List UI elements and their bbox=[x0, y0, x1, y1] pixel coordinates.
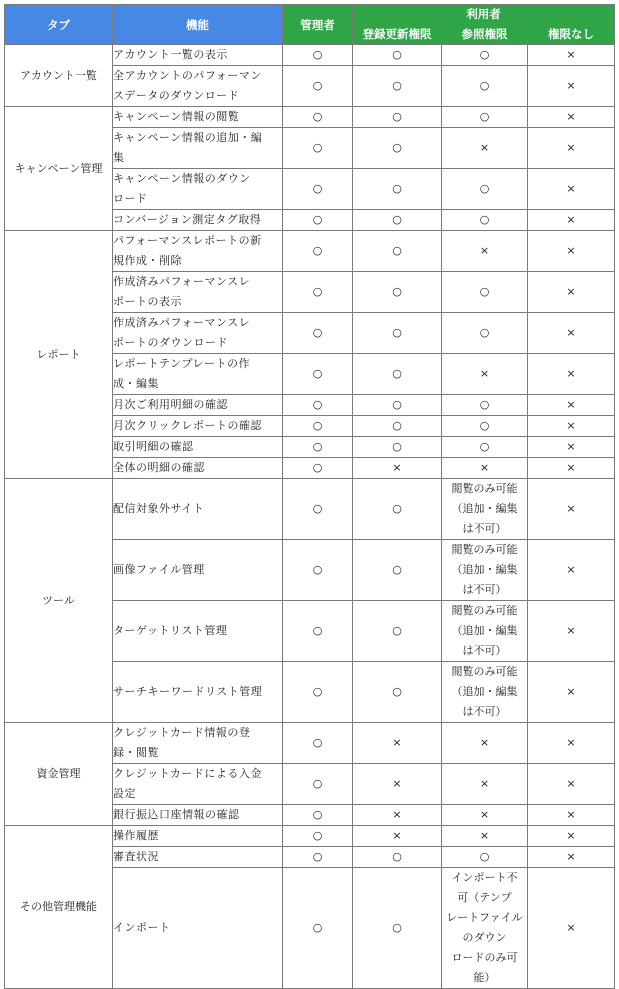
function-cell bbox=[113, 847, 283, 868]
cell-line: パフォーマンスレポートの新 bbox=[113, 234, 262, 247]
no-permission-cell: × bbox=[528, 231, 615, 272]
no-permission-cell: × bbox=[528, 662, 615, 723]
admin-permission-cell: ○ bbox=[283, 66, 353, 107]
cell-line: レポートテンプレートの作 bbox=[113, 357, 251, 370]
admin-permission-cell: ○ bbox=[283, 805, 353, 826]
view-permission-cell: ○ bbox=[442, 847, 528, 868]
cell-line: アカウント一覧の表示 bbox=[113, 48, 228, 61]
cell-line: は不可） bbox=[462, 705, 507, 718]
update-permission-cell: ○ bbox=[353, 416, 442, 437]
cell-line: 閲覧のみ可能 bbox=[451, 543, 518, 556]
view-permission-cell bbox=[442, 540, 528, 601]
table-row bbox=[5, 45, 615, 66]
cell-line: キャンペーン情報の閲覧 bbox=[113, 110, 240, 123]
function-cell bbox=[113, 231, 283, 272]
update-permission-cell: ○ bbox=[353, 313, 442, 354]
no-permission-cell: × bbox=[528, 128, 615, 169]
function-cell bbox=[113, 66, 283, 107]
no-permission-cell: × bbox=[528, 169, 615, 210]
cell-line: （追加・編集 bbox=[451, 624, 518, 637]
update-permission-cell: ○ bbox=[353, 231, 442, 272]
cell-line: インポート bbox=[113, 921, 171, 934]
cell-line: （追加・編集 bbox=[451, 685, 518, 698]
function-cell bbox=[113, 805, 283, 826]
no-permission-cell: × bbox=[528, 847, 615, 868]
view-permission-cell: ○ bbox=[442, 313, 528, 354]
function-cell bbox=[113, 540, 283, 601]
view-permission-cell: ○ bbox=[442, 210, 528, 231]
view-permission-cell: × bbox=[442, 826, 528, 847]
table-row bbox=[5, 107, 615, 128]
view-permission-cell: ○ bbox=[442, 45, 528, 66]
update-permission-cell: × bbox=[353, 723, 442, 764]
no-permission-cell: × bbox=[528, 868, 615, 989]
cell-line: 作成済みパフォーマンスレ bbox=[113, 316, 251, 329]
admin-permission-cell: ○ bbox=[283, 128, 353, 169]
function-cell bbox=[113, 313, 283, 354]
function-cell bbox=[113, 354, 283, 395]
admin-permission-cell: ○ bbox=[283, 107, 353, 128]
cell-line: 審査状況 bbox=[113, 850, 159, 863]
function-cell bbox=[113, 395, 283, 416]
no-permission-cell: × bbox=[528, 395, 615, 416]
admin-permission-cell: ○ bbox=[283, 395, 353, 416]
function-cell bbox=[113, 416, 283, 437]
cell-line: 能） bbox=[473, 971, 496, 984]
cell-line: 成・編集 bbox=[113, 377, 159, 390]
no-permission-cell: × bbox=[528, 458, 615, 479]
header-tab: タブ bbox=[5, 5, 113, 45]
update-permission-cell: ○ bbox=[353, 847, 442, 868]
no-permission-cell: × bbox=[528, 601, 615, 662]
update-permission-cell: ○ bbox=[353, 601, 442, 662]
cell-line: ターゲットリスト管理 bbox=[113, 624, 228, 637]
header-view: 参照権限 bbox=[442, 24, 528, 45]
tab-name-cell: ツール bbox=[5, 479, 113, 723]
update-permission-cell: ○ bbox=[353, 45, 442, 66]
header-admin: 管理者 bbox=[283, 5, 353, 45]
admin-permission-cell: ○ bbox=[283, 458, 353, 479]
admin-permission-cell: ○ bbox=[283, 601, 353, 662]
cell-line: 銀行振込口座情報の確認 bbox=[113, 808, 240, 821]
update-permission-cell: ○ bbox=[353, 107, 442, 128]
cell-line: 集 bbox=[113, 151, 125, 164]
function-cell bbox=[113, 479, 283, 540]
admin-permission-cell: ○ bbox=[283, 662, 353, 723]
permissions-body bbox=[5, 45, 615, 989]
table-row bbox=[5, 723, 615, 764]
admin-permission-cell: ○ bbox=[283, 354, 353, 395]
function-cell bbox=[113, 764, 283, 805]
no-permission-cell: × bbox=[528, 354, 615, 395]
cell-line: は不可） bbox=[462, 522, 507, 535]
admin-permission-cell: ○ bbox=[283, 169, 353, 210]
admin-permission-cell: ○ bbox=[283, 272, 353, 313]
cell-line: （追加・編集 bbox=[451, 502, 518, 515]
update-permission-cell: ○ bbox=[353, 868, 442, 989]
view-permission-cell bbox=[442, 479, 528, 540]
cell-line: 規作成・削除 bbox=[113, 254, 182, 267]
cell-line: ロードのみ可 bbox=[451, 951, 518, 964]
admin-permission-cell: ○ bbox=[283, 868, 353, 989]
view-permission-cell: ○ bbox=[442, 437, 528, 458]
cell-line: （追加・編集 bbox=[451, 563, 518, 576]
cell-line: 配信対象外サイト bbox=[113, 502, 205, 515]
function-cell bbox=[113, 723, 283, 764]
cell-line: 画像ファイル管理 bbox=[113, 563, 205, 576]
cell-line: ロード bbox=[113, 192, 148, 205]
function-cell bbox=[113, 868, 283, 989]
update-permission-cell: × bbox=[353, 826, 442, 847]
view-permission-cell: × bbox=[442, 354, 528, 395]
cell-line: 作成済みパフォーマンスレ bbox=[113, 275, 251, 288]
cell-line: 操作履歴 bbox=[113, 829, 159, 842]
table-row bbox=[5, 479, 615, 540]
no-permission-cell: × bbox=[528, 764, 615, 805]
cell-line: ポートのダウンロード bbox=[113, 336, 228, 349]
cell-line: 全アカウントのパフォーマン bbox=[113, 69, 262, 82]
function-cell bbox=[113, 437, 283, 458]
cell-line: 閲覧のみ可能 bbox=[451, 482, 518, 495]
view-permission-cell: × bbox=[442, 723, 528, 764]
view-permission-cell bbox=[442, 601, 528, 662]
view-permission-cell: ○ bbox=[442, 416, 528, 437]
no-permission-cell: × bbox=[528, 272, 615, 313]
no-permission-cell: × bbox=[528, 805, 615, 826]
admin-permission-cell: ○ bbox=[283, 210, 353, 231]
cell-line: 全体の明細の確認 bbox=[113, 461, 205, 474]
update-permission-cell: ○ bbox=[353, 540, 442, 601]
update-permission-cell: ○ bbox=[353, 479, 442, 540]
header-user: 利用者 bbox=[353, 5, 615, 24]
no-permission-cell: × bbox=[528, 479, 615, 540]
cell-line: インポート不 bbox=[451, 871, 518, 884]
no-permission-cell: × bbox=[528, 723, 615, 764]
cell-line: 月次ご利用明細の確認 bbox=[113, 398, 228, 411]
admin-permission-cell: ○ bbox=[283, 826, 353, 847]
function-cell bbox=[113, 45, 283, 66]
view-permission-cell bbox=[442, 662, 528, 723]
tab-name-cell: その他管理機能 bbox=[5, 826, 113, 989]
header-row-top bbox=[5, 5, 615, 24]
cell-line: サーチキーワードリスト管理 bbox=[113, 685, 263, 698]
admin-permission-cell: ○ bbox=[283, 231, 353, 272]
cell-line: スデータのダウンロード bbox=[113, 89, 240, 102]
cell-line: 閲覧のみ可能 bbox=[451, 665, 518, 678]
header-update: 登録更新権限 bbox=[353, 24, 442, 45]
update-permission-cell: ○ bbox=[353, 437, 442, 458]
admin-permission-cell: ○ bbox=[283, 437, 353, 458]
function-cell bbox=[113, 601, 283, 662]
function-cell bbox=[113, 128, 283, 169]
no-permission-cell: × bbox=[528, 826, 615, 847]
update-permission-cell: ○ bbox=[353, 169, 442, 210]
cell-line: 取引明細の確認 bbox=[113, 440, 194, 453]
update-permission-cell: × bbox=[353, 805, 442, 826]
function-cell bbox=[113, 826, 283, 847]
admin-permission-cell: ○ bbox=[283, 723, 353, 764]
update-permission-cell: × bbox=[353, 764, 442, 805]
header-function: 機能 bbox=[113, 5, 283, 45]
view-permission-cell: × bbox=[442, 805, 528, 826]
function-cell bbox=[113, 107, 283, 128]
function-cell bbox=[113, 169, 283, 210]
admin-permission-cell: ○ bbox=[283, 45, 353, 66]
no-permission-cell: × bbox=[528, 210, 615, 231]
update-permission-cell: ○ bbox=[353, 662, 442, 723]
cell-line: 録・閲覧 bbox=[113, 746, 159, 759]
view-permission-cell: ○ bbox=[442, 272, 528, 313]
cell-line: キャンペーン情報のダウン bbox=[113, 172, 251, 185]
update-permission-cell: ○ bbox=[353, 354, 442, 395]
cell-line: は不可） bbox=[462, 583, 507, 596]
admin-permission-cell: ○ bbox=[283, 479, 353, 540]
cell-line: 月次クリックレポートの確認 bbox=[113, 419, 263, 432]
view-permission-cell: ○ bbox=[442, 66, 528, 107]
cell-line: レートファイル bbox=[446, 911, 523, 924]
function-cell bbox=[113, 662, 283, 723]
view-permission-cell bbox=[442, 868, 528, 989]
view-permission-cell: ○ bbox=[442, 395, 528, 416]
update-permission-cell: ○ bbox=[353, 66, 442, 107]
view-permission-cell: ○ bbox=[442, 169, 528, 210]
no-permission-cell: × bbox=[528, 416, 615, 437]
table-row bbox=[5, 826, 615, 847]
function-cell bbox=[113, 458, 283, 479]
cell-line: クレジットカードによる入金 bbox=[113, 767, 262, 780]
cell-line: のダウン bbox=[462, 931, 507, 944]
header-none: 権限なし bbox=[528, 24, 615, 45]
cell-line: クレジットカード情報の登 bbox=[113, 726, 251, 739]
view-permission-cell: × bbox=[442, 458, 528, 479]
view-permission-cell: × bbox=[442, 128, 528, 169]
cell-line: は不可） bbox=[462, 644, 507, 657]
function-cell bbox=[113, 272, 283, 313]
update-permission-cell: ○ bbox=[353, 395, 442, 416]
admin-permission-cell: ○ bbox=[283, 416, 353, 437]
update-permission-cell: ○ bbox=[353, 272, 442, 313]
no-permission-cell: × bbox=[528, 107, 615, 128]
permissions-table bbox=[4, 4, 615, 989]
update-permission-cell: ○ bbox=[353, 128, 442, 169]
view-permission-cell: × bbox=[442, 231, 528, 272]
tab-name-cell: アカウント一覧 bbox=[5, 45, 113, 107]
tab-name-cell: キャンペーン管理 bbox=[5, 107, 113, 231]
cell-line: キャンペーン情報の追加・編 bbox=[113, 131, 263, 144]
cell-line: 設定 bbox=[113, 787, 136, 800]
tab-name-cell: 資金管理 bbox=[5, 723, 113, 826]
update-permission-cell: × bbox=[353, 458, 442, 479]
function-cell bbox=[113, 210, 283, 231]
tab-name-cell: レポート bbox=[5, 231, 113, 479]
table-row bbox=[5, 231, 615, 272]
admin-permission-cell: ○ bbox=[283, 764, 353, 805]
no-permission-cell: × bbox=[528, 540, 615, 601]
no-permission-cell: × bbox=[528, 66, 615, 107]
admin-permission-cell: ○ bbox=[283, 313, 353, 354]
no-permission-cell: × bbox=[528, 313, 615, 354]
cell-line: コンバージョン測定タグ取得 bbox=[113, 213, 262, 226]
cell-line: 閲覧のみ可能 bbox=[451, 604, 518, 617]
cell-line: ポートの表示 bbox=[113, 295, 182, 308]
view-permission-cell: × bbox=[442, 764, 528, 805]
cell-line: 可（テンプ bbox=[457, 891, 512, 904]
no-permission-cell: × bbox=[528, 437, 615, 458]
view-permission-cell: ○ bbox=[442, 107, 528, 128]
admin-permission-cell: ○ bbox=[283, 540, 353, 601]
no-permission-cell: × bbox=[528, 45, 615, 66]
admin-permission-cell: ○ bbox=[283, 847, 353, 868]
update-permission-cell: ○ bbox=[353, 210, 442, 231]
